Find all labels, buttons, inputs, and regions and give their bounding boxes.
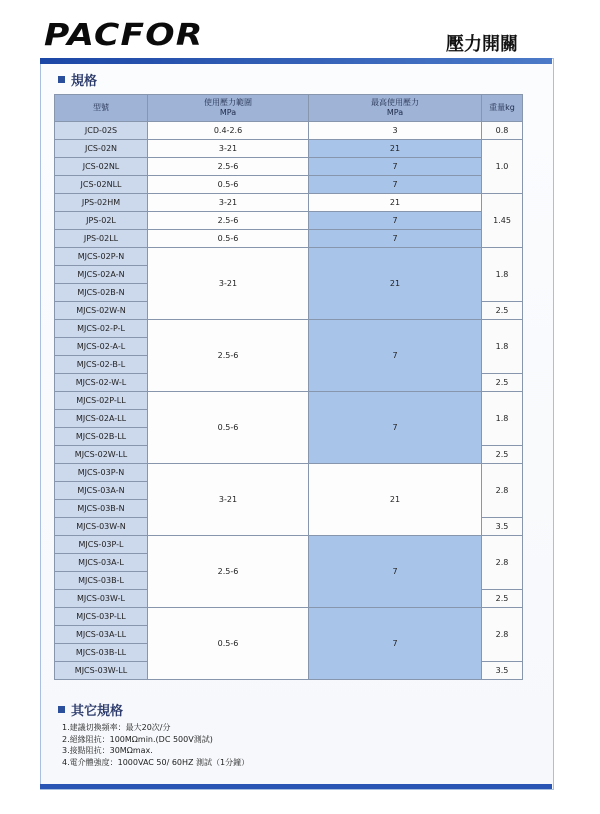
range-cell: 3-21 [148, 194, 309, 212]
header-weight: 重量kg [482, 95, 523, 122]
model-cell: MJCS-03W-N [55, 518, 148, 536]
group-weight-cell: 2.5 [482, 446, 523, 464]
model-cell: MJCS-02P-LL [55, 392, 148, 410]
model-cell: MJCS-02-A-L [55, 338, 148, 356]
brand-logo: PACFOR [44, 18, 204, 53]
range-cell: 0.4-2.6 [148, 122, 309, 140]
other-spec-section-heading [58, 700, 123, 719]
model-cell: MJCS-02-W-L [55, 374, 148, 392]
header-model: 型號 [55, 95, 148, 122]
model-cell: MJCS-03W-L [55, 590, 148, 608]
table-row [55, 320, 523, 338]
group-max-pressure-cell: 7 [309, 392, 482, 464]
max-pressure-cell: 7 [309, 176, 482, 194]
model-cell: JCS-02NL [55, 158, 148, 176]
group-range-cell: 3-21 [148, 248, 309, 320]
group-range-cell: 0.5-6 [148, 608, 309, 680]
max-pressure-cell: 21 [309, 140, 482, 158]
range-cell: 3-21 [148, 140, 309, 158]
range-cell: 2.5-6 [148, 212, 309, 230]
model-cell: MJCS-03P-N [55, 464, 148, 482]
model-cell: JCS-02NLL [55, 176, 148, 194]
group-max-pressure-cell: 21 [309, 248, 482, 320]
other-spec-list [62, 722, 249, 768]
spec-section-title: 規格 [71, 74, 98, 89]
model-cell: MJCS-02-P-L [55, 320, 148, 338]
header-max [309, 95, 482, 122]
model-cell: MJCS-03B-N [55, 500, 148, 518]
model-cell: MJCS-03A-L [55, 554, 148, 572]
group-weight-cell: 3.5 [482, 518, 523, 536]
range-cell: 0.5-6 [148, 176, 309, 194]
group-max-pressure-cell: 7 [309, 608, 482, 680]
other-spec-item: 2.絕緣阻抗：100MΩmin.(DC 500V測試) [62, 734, 213, 744]
group-max-pressure-cell: 7 [309, 320, 482, 392]
table-row [55, 122, 523, 140]
model-cell: JPS-02HM [55, 194, 148, 212]
weight-cell: 1.0 [482, 140, 523, 194]
max-pressure-cell: 21 [309, 194, 482, 212]
table-row [55, 248, 523, 266]
model-cell: MJCS-02B-N [55, 284, 148, 302]
group-max-pressure-cell: 7 [309, 536, 482, 608]
header-range [148, 95, 309, 122]
section-bullet-icon [58, 76, 65, 83]
group-weight-cell: 2.5 [482, 374, 523, 392]
model-cell: MJCS-03B-L [55, 572, 148, 590]
table-row [55, 464, 523, 482]
document-title: 壓力開關 [446, 34, 518, 55]
other-spec-item: 1.建議切換頻率：最大20次/分 [62, 723, 171, 732]
model-cell: MJCS-03A-N [55, 482, 148, 500]
model-cell: MJCS-02B-LL [55, 428, 148, 446]
table-row [55, 140, 523, 158]
model-cell: MJCS-02P-N [55, 248, 148, 266]
group-range-cell: 3-21 [148, 464, 309, 536]
model-cell: MJCS-02W-LL [55, 446, 148, 464]
model-cell: MJCS-03W-LL [55, 662, 148, 680]
group-weight-cell: 2.8 [482, 608, 523, 662]
group-weight-cell: 2.8 [482, 536, 523, 590]
max-pressure-cell: 7 [309, 158, 482, 176]
max-pressure-cell: 3 [309, 122, 482, 140]
header-max-label: 最高使用壓力 [371, 98, 419, 107]
model-cell: JPS-02L [55, 212, 148, 230]
model-cell: MJCS-03B-LL [55, 644, 148, 662]
max-pressure-cell: 7 [309, 230, 482, 248]
header-max-unit: MPa [386, 108, 404, 117]
group-weight-cell: 1.8 [482, 392, 523, 446]
other-spec-item: 4.電介體強度：1000VAC 50/ 60HZ 測試（1分鐘） [62, 757, 250, 767]
weight-cell: 0.8 [482, 122, 523, 140]
max-pressure-cell: 7 [309, 212, 482, 230]
model-cell: MJCS-03P-L [55, 536, 148, 554]
header-range-unit: MPa [219, 108, 237, 117]
model-cell: JPS-02LL [55, 230, 148, 248]
model-cell: MJCS-03P-LL [55, 608, 148, 626]
group-weight-cell: 1.8 [482, 320, 523, 374]
frame-top-bar [40, 58, 552, 64]
model-cell: MJCS-02A-N [55, 266, 148, 284]
model-cell: MJCS-02-B-L [55, 356, 148, 374]
table-row [55, 230, 523, 248]
table-row [55, 158, 523, 176]
other-spec-item: 3.接點阻抗：30MΩmax. [62, 746, 153, 755]
model-cell: MJCS-02A-LL [55, 410, 148, 428]
model-cell: JCD-02S [55, 122, 148, 140]
range-cell: 2.5-6 [148, 158, 309, 176]
group-max-pressure-cell: 21 [309, 464, 482, 536]
weight-cell: 1.45 [482, 194, 523, 248]
group-weight-cell: 1.8 [482, 248, 523, 302]
group-weight-cell: 2.5 [482, 302, 523, 320]
table-row [55, 194, 523, 212]
range-cell: 0.5-6 [148, 230, 309, 248]
model-cell: JCS-02N [55, 140, 148, 158]
group-range-cell: 2.5-6 [148, 320, 309, 392]
header-range-label: 使用壓力範圍 [204, 98, 252, 107]
other-spec-section-title: 其它規格 [71, 704, 124, 719]
spec-section-heading [58, 70, 97, 89]
model-cell: MJCS-02W-N [55, 302, 148, 320]
table-row [55, 212, 523, 230]
group-range-cell: 0.5-6 [148, 392, 309, 464]
table-row [55, 392, 523, 410]
model-cell: MJCS-03A-LL [55, 626, 148, 644]
group-range-cell: 2.5-6 [148, 536, 309, 608]
group-weight-cell: 2.8 [482, 464, 523, 518]
table-header-row [55, 95, 523, 122]
table-row [55, 176, 523, 194]
group-weight-cell: 2.5 [482, 590, 523, 608]
table-row [55, 608, 523, 626]
frame-bottom-bar [40, 784, 552, 789]
spec-table [54, 94, 523, 680]
group-weight-cell: 3.5 [482, 662, 523, 680]
section-bullet-icon [58, 706, 65, 713]
table-row [55, 536, 523, 554]
